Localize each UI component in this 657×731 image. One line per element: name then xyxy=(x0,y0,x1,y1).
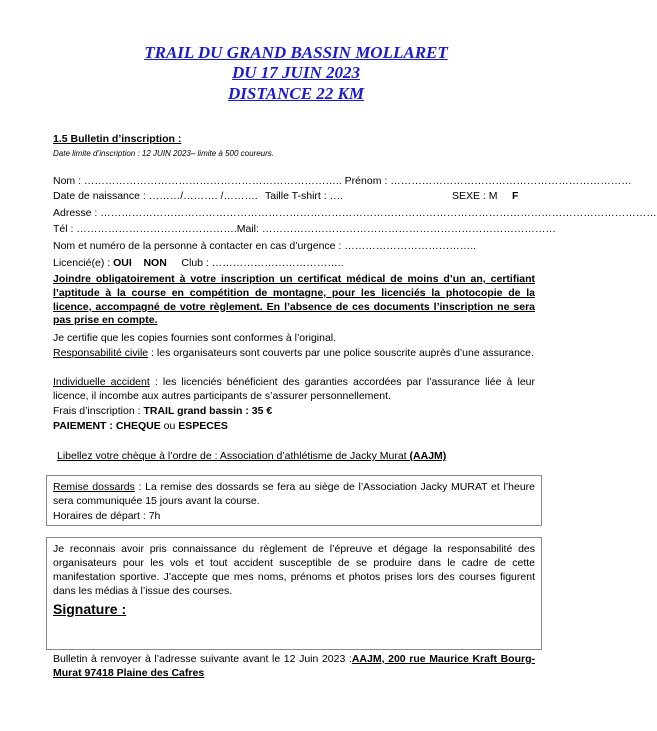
club-field: Club : ……………………………….. xyxy=(181,257,344,269)
sex-field-f: F xyxy=(512,190,519,202)
event-distance: DISTANCE 22 KM xyxy=(227,84,365,103)
certification-statement: Je certifie que les copies fournies sont conformes à l’original. xyxy=(53,332,337,344)
accident-insurance-paragraph xyxy=(53,375,535,403)
payment-cheque: CHEQUE xyxy=(115,420,161,432)
payment-or: ou xyxy=(160,420,179,432)
section-heading: 1.5 Bulletin d’inscription : xyxy=(53,133,182,145)
mandatory-documents-notice: Joindre obligatoirement à votre inscription un certificat médical de moins d’un an, certifiant l’aptitude à la course en compétition de montagne, pour les licenciés la photocopie de la licence, accompagné de votre règlement. En l’absence de ces documents l’inscription ne sera pas prise en compte. xyxy=(53,273,535,327)
civil-liability-text: : les organisateurs sont couverts par une police souscrite auprès d’une assurance. xyxy=(148,347,534,359)
payment-label: PAIEMENT : xyxy=(53,420,116,432)
fee-value: TRAIL grand bassin : 35 € xyxy=(143,405,273,417)
return-address-text: Bulletin à renvoyer à l’adresse suivante avant le 12 Juin 2023 : xyxy=(53,653,352,665)
tshirt-size-field: Taille T-shirt : …. xyxy=(265,190,343,202)
fee-line xyxy=(53,405,272,417)
event-date: DU 17 JUIN 2023 xyxy=(232,63,360,82)
bib-pickup-paragraph xyxy=(53,480,535,508)
cheque-payee-acronym: (AAJM) xyxy=(409,450,447,462)
bib-pickup-text: : La remise des dossards se fera au siège de l’Association Jacky MURAT et l’heure sera communiquée 15 jours avant la course. xyxy=(53,481,535,507)
start-time: Horaires de départ : 7h xyxy=(53,510,161,522)
civil-liability-label: Responsabilité civile xyxy=(53,347,149,359)
payment-line xyxy=(53,420,228,432)
return-address-paragraph xyxy=(53,652,535,680)
bib-pickup-label: Remise dossards xyxy=(53,481,135,493)
payment-cash: ESPECES xyxy=(178,420,228,432)
fee-label: Frais d’inscription : xyxy=(53,405,144,417)
licence-oui: OUI xyxy=(113,257,132,269)
cheque-payee-text: Libellez votre chèque à l’ordre de : Association d’athlétisme de Jacky Murat xyxy=(57,450,410,462)
return-address: AAJM, 200 rue Maurice Kraft Bourg-Murat 97418 Plaine des Cafres xyxy=(53,653,535,679)
phone-mail-field-line: Tél : ……………………………………….Mail: ………………………………………………………………………… xyxy=(53,223,556,235)
licence-label: Licencié(e) : xyxy=(53,257,111,269)
accident-insurance-text: : les licenciés bénéficient des garanties accordées par l’assurance liée à leur licence, il incombe aux autres participants de s’assurer personnellement. xyxy=(53,376,536,402)
emergency-contact-line: Nom et numéro de la personne à contacter en cas d’urgence : ……………………………….. xyxy=(53,240,477,252)
signature-label: Signature : xyxy=(53,601,127,617)
accident-insurance-label: Individuelle accident xyxy=(53,376,150,388)
birthdate-field-line: Date de naissance : ………/………. /………. xyxy=(53,190,258,202)
licence-non: NON xyxy=(143,257,167,269)
civil-liability-paragraph xyxy=(53,346,535,360)
document-title: TRAIL DU GRAND BASSIN MOLLARET xyxy=(144,43,448,62)
sex-field-m: SEXE : M xyxy=(452,190,498,202)
address-field-line: Adresse : …………………………………………………………………………………………………………………………………………… xyxy=(53,207,657,219)
rules-acknowledgement: Je reconnais avoir pris connaissance du règlement de l’épreuve et dégage la responsabilité des organisateurs pour les vols et tout accident susceptible de se produire dans le cadre de cette manifestation sportive. J’accepte que mes noms, prénoms et photos prises lors des courses figurent dans les médias à l’issue des courses. xyxy=(53,543,535,597)
registration-deadline: Date limite d’inscription : 12 JUIN 2023– limite à 500 coureurs. xyxy=(53,149,274,158)
cheque-payee-line xyxy=(57,450,446,462)
licence-line xyxy=(53,257,344,269)
name-field-line: Nom : ……………………………………………………………….. Prénom : …………………………………………………………… xyxy=(53,175,632,187)
